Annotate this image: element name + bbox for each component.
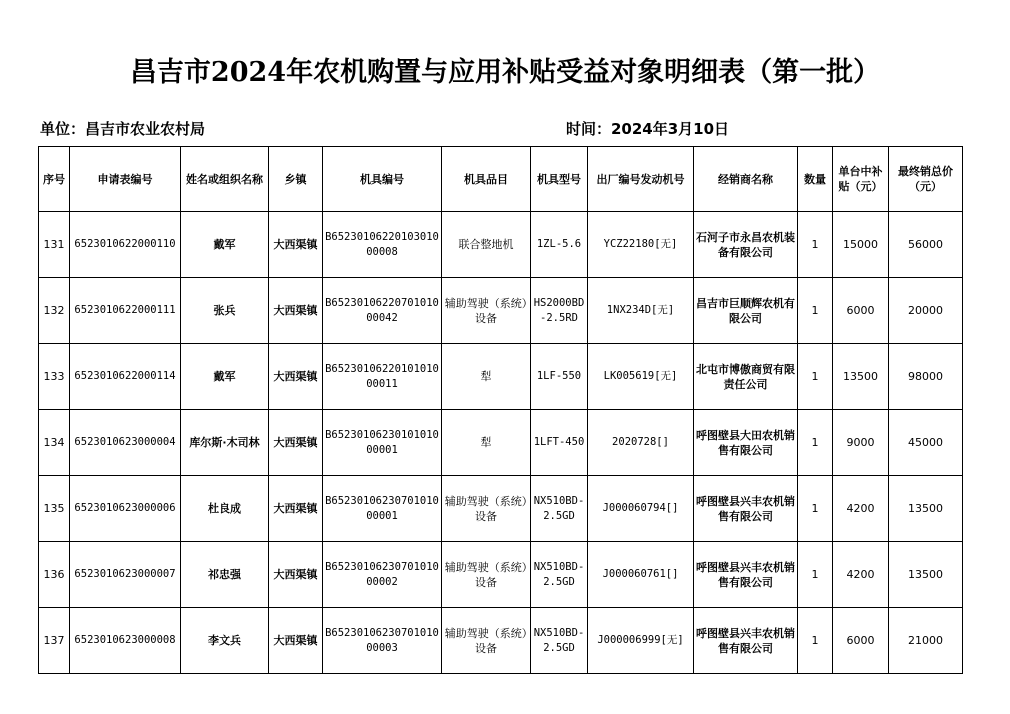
application-no-cell: 6523010623000006 <box>70 476 181 542</box>
header-dealer: 经销商名称 <box>694 147 798 212</box>
header-model: 机具型号 <box>531 147 588 212</box>
machine-no-cell: B6523010622070101000042 <box>323 278 442 344</box>
subsidy-amount-cell: 4200 <box>833 542 889 608</box>
subsidy-amount-cell: 13500 <box>833 344 889 410</box>
header-town: 乡镇 <box>269 147 323 212</box>
town-cell: 大西渠镇 <box>269 542 323 608</box>
subsidy-table <box>38 146 963 674</box>
applicant-name-cell: 戴军 <box>181 212 269 278</box>
quantity-cell: 1 <box>798 344 833 410</box>
dealer-name-cell: 呼图壁县大田农机销售有限公司 <box>694 410 798 476</box>
header-qty: 数量 <box>798 147 833 212</box>
header-name: 姓名或组织名称 <box>181 147 269 212</box>
application-no-cell: 6523010622000114 <box>70 344 181 410</box>
header-serial: 出厂编号发动机号 <box>588 147 694 212</box>
machine-model-cell: 1ZL-5.6 <box>531 212 588 278</box>
machine-model-cell: HS2000BD-2.5RD <box>531 278 588 344</box>
date-label: 时间：2024年3月10日 <box>566 120 730 138</box>
machine-category-cell: 联合整地机 <box>442 212 531 278</box>
machine-category-cell: 犁 <box>442 344 531 410</box>
machine-no-cell: B6523010622010301000008 <box>323 212 442 278</box>
table-body <box>39 212 963 674</box>
dealer-name-cell: 呼图壁县兴丰农机销售有限公司 <box>694 476 798 542</box>
header-app-no: 申请表编号 <box>70 147 181 212</box>
total-price-cell: 20000 <box>889 278 963 344</box>
dealer-name-cell: 石河子市永昌农机装备有限公司 <box>694 212 798 278</box>
row-no-cell: 137 <box>39 608 70 674</box>
machine-model-cell: NX510BD-2.5GD <box>531 476 588 542</box>
table-row <box>39 410 963 476</box>
table-row <box>39 344 963 410</box>
quantity-cell: 1 <box>798 608 833 674</box>
serial-no-cell: J000060761[] <box>588 542 694 608</box>
applicant-name-cell: 祁忠强 <box>181 542 269 608</box>
serial-no-cell: 2020728[] <box>588 410 694 476</box>
application-no-cell: 6523010623000008 <box>70 608 181 674</box>
machine-model-cell: NX510BD-2.5GD <box>531 608 588 674</box>
subsidy-amount-cell: 6000 <box>833 608 889 674</box>
serial-no-cell: LK005619[无] <box>588 344 694 410</box>
machine-no-cell: B6523010623070101000002 <box>323 542 442 608</box>
machine-category-cell: 辅助驾驶（系统）设备 <box>442 476 531 542</box>
town-cell: 大西渠镇 <box>269 278 323 344</box>
table-row <box>39 476 963 542</box>
machine-category-cell: 辅助驾驶（系统）设备 <box>442 608 531 674</box>
table-row <box>39 278 963 344</box>
quantity-cell: 1 <box>798 278 833 344</box>
applicant-name-cell: 杜良成 <box>181 476 269 542</box>
machine-model-cell: 1LFT-450 <box>531 410 588 476</box>
total-price-cell: 98000 <box>889 344 963 410</box>
header-machine-no: 机具编号 <box>323 147 442 212</box>
header-total: 最终销总价（元） <box>889 147 963 212</box>
dealer-name-cell: 北屯市博傲商贸有限责任公司 <box>694 344 798 410</box>
unit-label: 单位：昌吉市农业农村局 <box>40 120 206 138</box>
quantity-cell: 1 <box>798 410 833 476</box>
dealer-name-cell: 昌吉市巨顺辉农机有限公司 <box>694 278 798 344</box>
town-cell: 大西渠镇 <box>269 608 323 674</box>
serial-no-cell: 1NX234D[无] <box>588 278 694 344</box>
row-no-cell: 135 <box>39 476 70 542</box>
row-no-cell: 131 <box>39 212 70 278</box>
total-price-cell: 13500 <box>889 542 963 608</box>
applicant-name-cell: 李文兵 <box>181 608 269 674</box>
machine-no-cell: B6523010622010101000011 <box>323 344 442 410</box>
quantity-cell: 1 <box>798 212 833 278</box>
applicant-name-cell: 张兵 <box>181 278 269 344</box>
subsidy-amount-cell: 4200 <box>833 476 889 542</box>
table-row <box>39 542 963 608</box>
applicant-name-cell: 戴军 <box>181 344 269 410</box>
town-cell: 大西渠镇 <box>269 476 323 542</box>
machine-category-cell: 辅助驾驶（系统）设备 <box>442 278 531 344</box>
machine-category-cell: 辅助驾驶（系统）设备 <box>442 542 531 608</box>
table-header-row <box>39 147 963 212</box>
row-no-cell: 136 <box>39 542 70 608</box>
application-no-cell: 6523010623000007 <box>70 542 181 608</box>
application-no-cell: 6523010622000110 <box>70 212 181 278</box>
machine-no-cell: B6523010623010101000001 <box>323 410 442 476</box>
quantity-cell: 1 <box>798 542 833 608</box>
dealer-name-cell: 呼图壁县兴丰农机销售有限公司 <box>694 608 798 674</box>
table-row <box>39 608 963 674</box>
machine-category-cell: 犁 <box>442 410 531 476</box>
page-title: 昌吉市2024年农机购置与应用补贴受益对象明细表（第一批） <box>129 57 881 88</box>
subsidy-amount-cell: 15000 <box>833 212 889 278</box>
application-no-cell: 6523010622000111 <box>70 278 181 344</box>
header-subsidy: 单台中补贴（元） <box>833 147 889 212</box>
row-no-cell: 133 <box>39 344 70 410</box>
town-cell: 大西渠镇 <box>269 344 323 410</box>
machine-model-cell: NX510BD-2.5GD <box>531 542 588 608</box>
machine-model-cell: 1LF-550 <box>531 344 588 410</box>
total-price-cell: 56000 <box>889 212 963 278</box>
header-no: 序号 <box>39 147 70 212</box>
total-price-cell: 45000 <box>889 410 963 476</box>
total-price-cell: 21000 <box>889 608 963 674</box>
machine-no-cell: B6523010623070101000003 <box>323 608 442 674</box>
total-price-cell: 13500 <box>889 476 963 542</box>
table-row <box>39 212 963 278</box>
row-no-cell: 134 <box>39 410 70 476</box>
quantity-cell: 1 <box>798 476 833 542</box>
serial-no-cell: J000060794[] <box>588 476 694 542</box>
machine-no-cell: B6523010623070101000001 <box>323 476 442 542</box>
town-cell: 大西渠镇 <box>269 410 323 476</box>
row-no-cell: 132 <box>39 278 70 344</box>
header-category: 机具品目 <box>442 147 531 212</box>
dealer-name-cell: 呼图壁县兴丰农机销售有限公司 <box>694 542 798 608</box>
serial-no-cell: J000006999[无] <box>588 608 694 674</box>
town-cell: 大西渠镇 <box>269 212 323 278</box>
applicant-name-cell: 库尔斯·木司林 <box>181 410 269 476</box>
serial-no-cell: YCZ22180[无] <box>588 212 694 278</box>
application-no-cell: 6523010623000004 <box>70 410 181 476</box>
subsidy-amount-cell: 6000 <box>833 278 889 344</box>
subsidy-amount-cell: 9000 <box>833 410 889 476</box>
